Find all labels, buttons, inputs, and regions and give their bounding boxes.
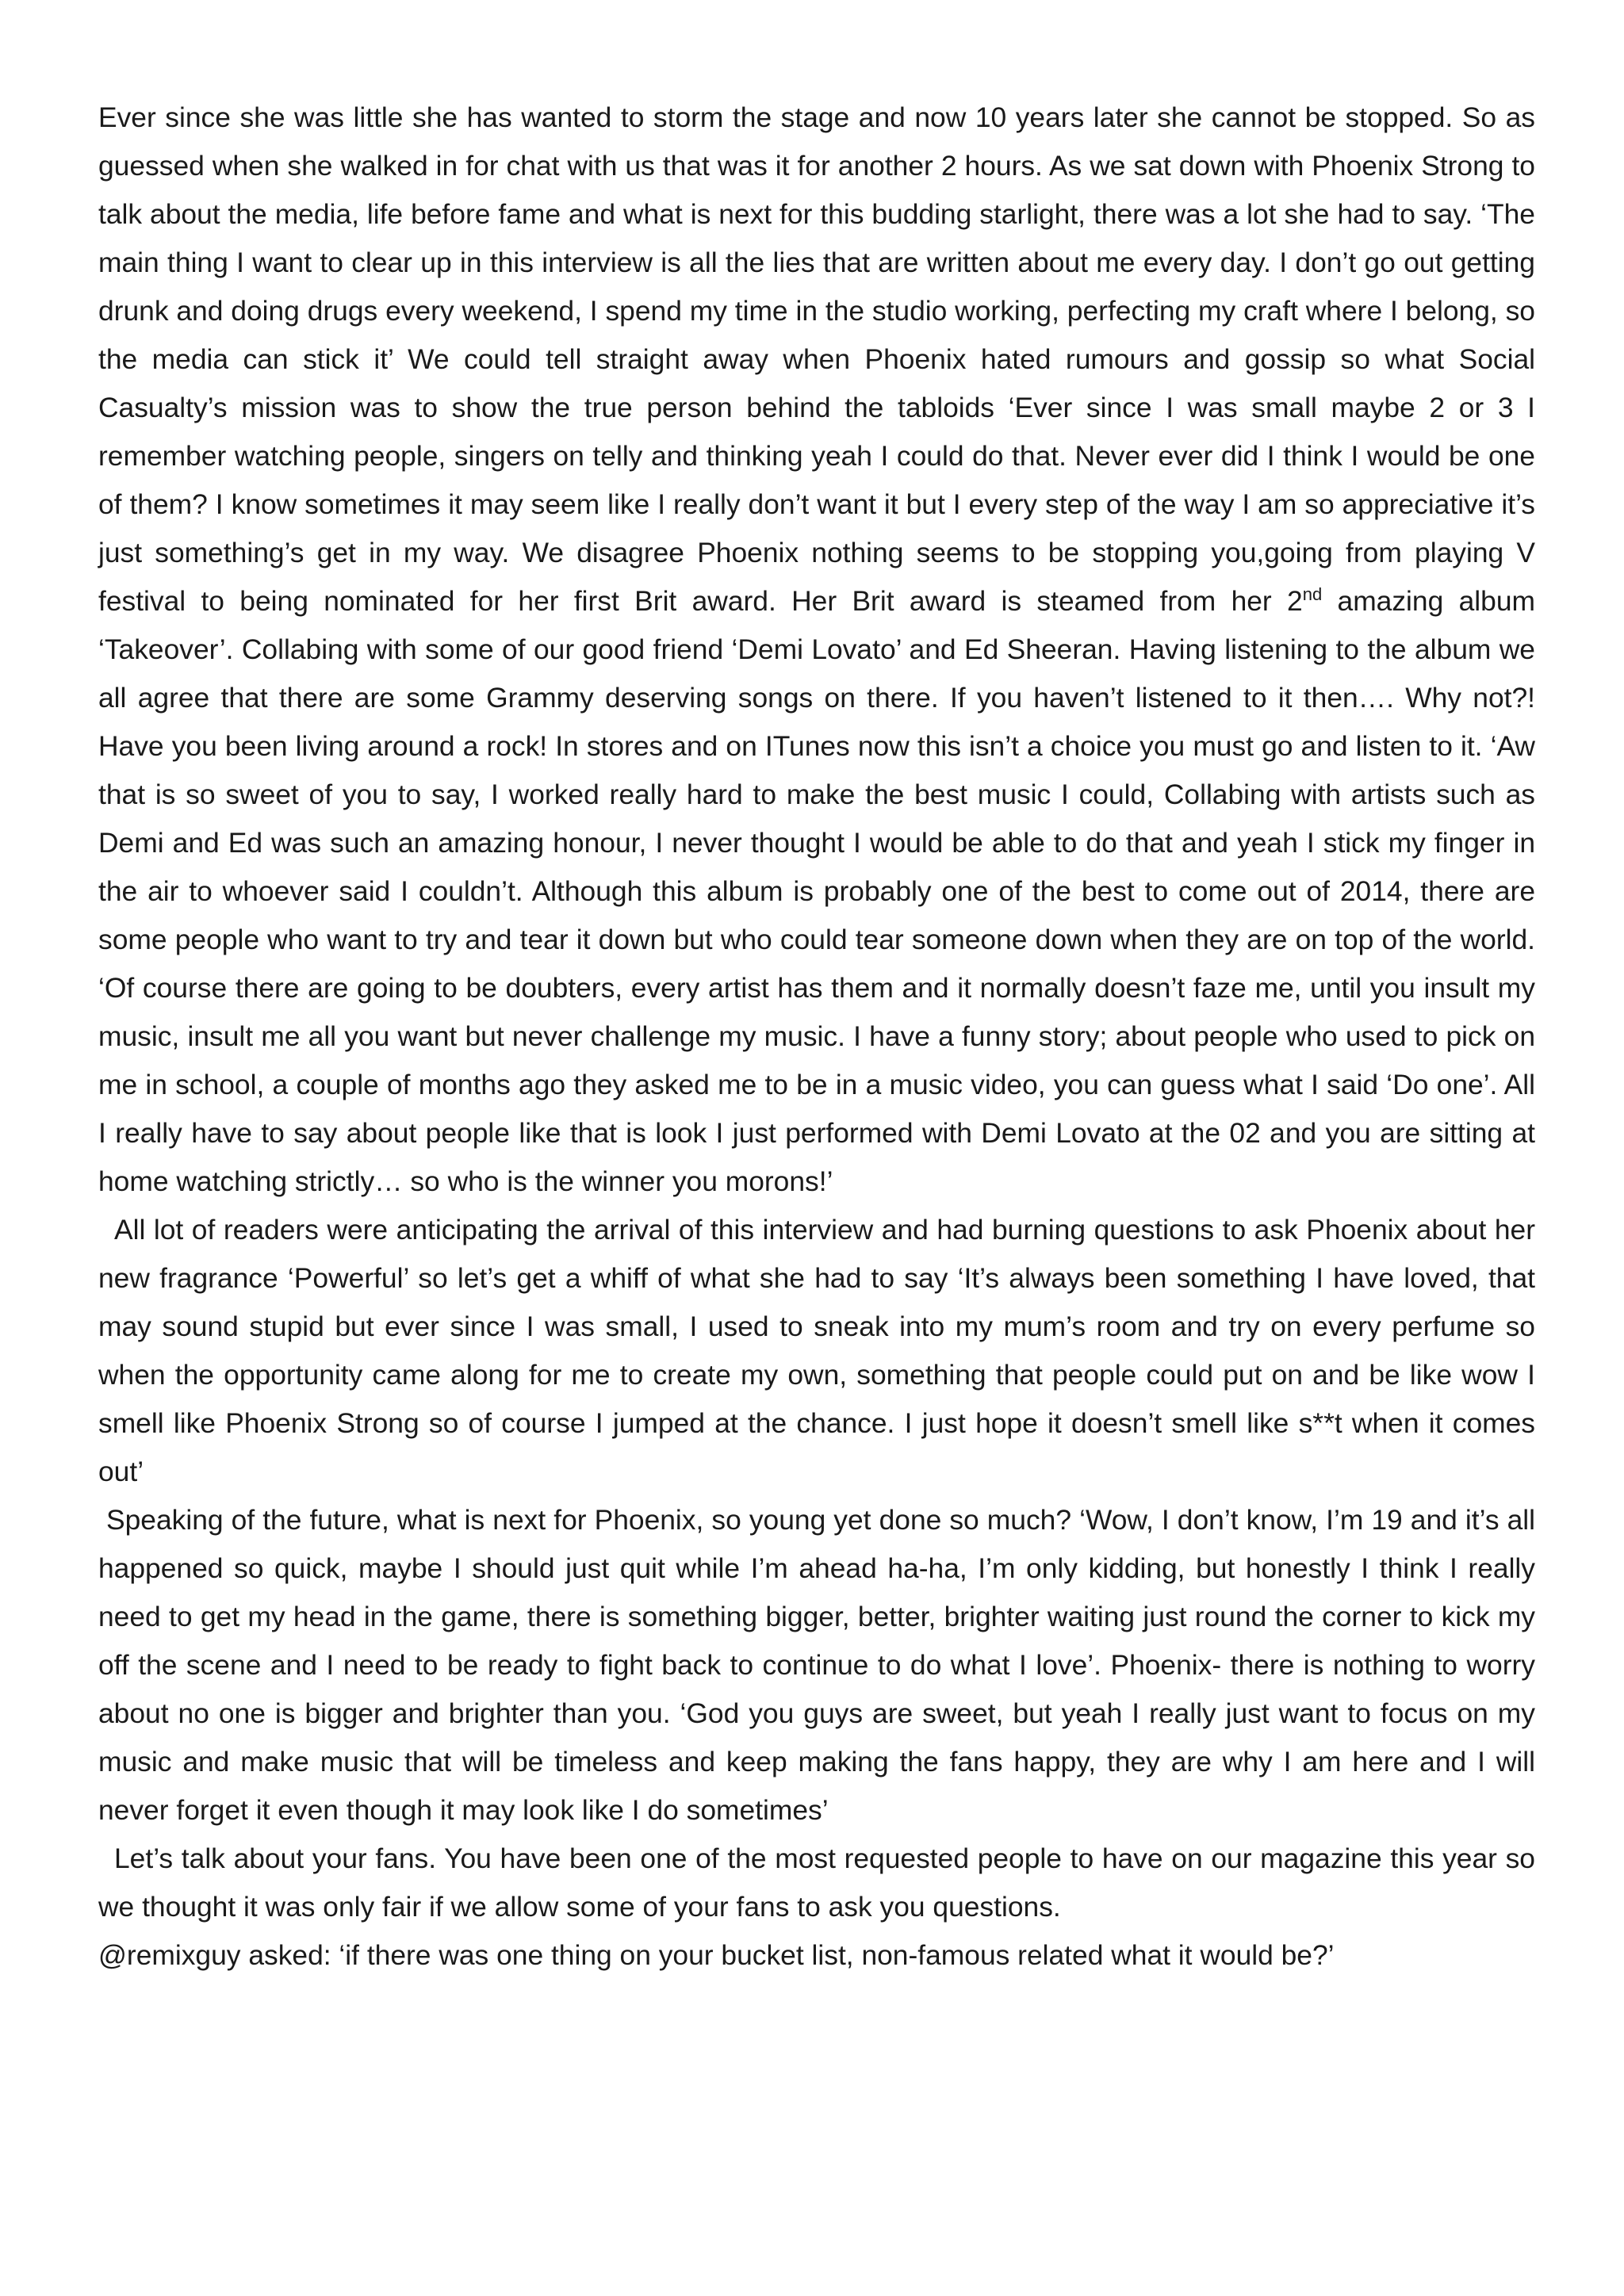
article-paragraph-future: Speaking of the future, what is next for Phoenix, so young yet done so much? ‘Wow, I don’t know, I’m 19 and it’s all happened so quick, maybe I should just quit while I’m ahead ha-ha, I’m only kidding, but honestly I think I really need to get my head in the game, there is something bigger, better, brighter waiting just round the corner to kick my off the scene and I need to be ready to fight back to continue to do what I love’. Phoenix- there is nothing to worry about no one is bigger and brighter than you. ‘God you guys are sweet, but yeah I really just want to focus on my music and make music that will be timeless and keep making the fans happy, they are why I am here and I will never forget it even though it may look like I do sometimes’	[98, 1504, 1535, 1826]
article-paragraph-fans: Let’s talk about your fans. You have been one of the most requested people to have on our magazine this year so we thought it was only fair if we allow some of your fans to ask you questions.	[98, 1843, 1535, 1923]
article-paragraph-intro	[98, 94, 1535, 1206]
article-body	[98, 94, 1535, 1980]
fan-question: @remixguy asked: ‘if there was one thing on your bucket list, non-famous related what it would be?’	[98, 1939, 1335, 1971]
article-paragraph-fragrance: All lot of readers were anticipating the arrival of this interview and had burning questions to ask Phoenix about her new fragrance ‘Powerful’ so let’s get a whiff of what she had to say ‘It’s always been something I have loved, that may sound stupid but ever since I was small, I used to sneak into my mum’s room and try on every perfume so when the opportunity came along for me to create my own, something that people could put on and be like wow I smell like Phoenix Strong so of course I jumped at the chance. I just hope it doesn’t smell like s**t when it comes out’	[98, 1214, 1535, 1487]
paragraph-text-continued: amazing album ‘Takeover’. Collabing with some of our good friend ‘Demi Lovato’ and Ed Sheeran. Having listening to the album we all agree that there are some Grammy deserving songs on there. If you haven’t listened to it then…. Why not?! Have you been living around a rock! In stores and on ITunes now this isn’t a choice you must go and listen to it. ‘Aw that is so sweet of you to say, I worked really hard to make the best music I could, Collabing with artists such as Demi and Ed was such an amazing honour, I never thought I would be able to do that and yeah I stick my finger in the air to whoever said I couldn’t. Although this album is probably one of the best to come out of 2014, there are some people who want to try and tear it down but who could tear someone down when they are on top of the world. ‘Of course there are going to be doubters, every artist has them and it normally doesn’t faze me, until you insult my music, insult me all you want but never challenge my music. I have a funny story; about people who used to pick on me in school, a couple of months ago they asked me to be in a music video, you can guess what I said ‘Do one’. All I really have to say about people like that is look I just performed with Demi Lovato at the 02 and you are sitting at home watching strictly… so who is the winner you morons!’	[98, 585, 1535, 1197]
paragraph-text: Ever since she was little she has wanted to storm the stage and now 10 years later she cannot be stopped. So as guessed when she walked in for chat with us that was it for another 2 hours. As we sat down with Phoenix Strong to talk about the media, life before fame and what is next for this budding starlight, there was a lot she had to say. ‘The main thing I want to clear up in this interview is all the lies that are written about me every day. I don’t go out getting drunk and doing drugs every weekend, I spend my time in the studio working, perfecting my craft where I belong, so the media can stick it’ We could tell straight away when Phoenix hated rumours and gossip so what Social Casualty’s mission was to show the true person behind the tabloids ‘Ever since I was small maybe 2 or 3 I remember watching people, singers on telly and thinking yeah I could do that. Never ever did I think I would be one of them? I know sometimes it may seem like I really don’t want it but I every step of the way I am so appreciative it’s just something’s get in my way. We disagree Phoenix nothing seems to be stopping you,going from playing V festival to being nominated for her first Brit award. Her Brit award is steamed from her 2	[98, 101, 1535, 617]
ordinal-suffix: nd	[1302, 584, 1323, 604]
